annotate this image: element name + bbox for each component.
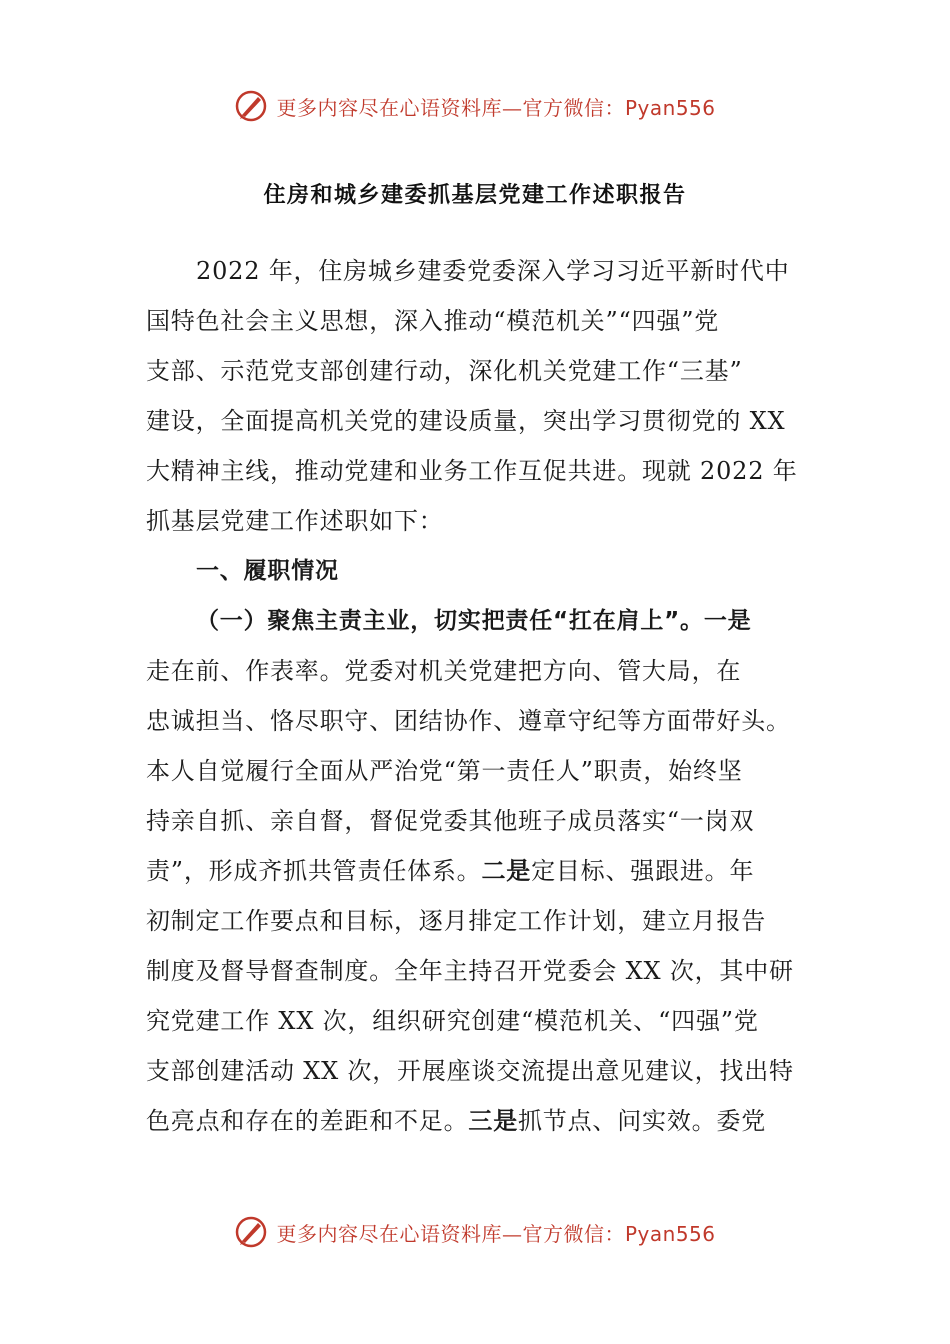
paragraph-line [146, 1096, 806, 1146]
item-prefix: 色亮点和存在的差距和不足。 [146, 1107, 469, 1135]
item-text: 定目标、强跟进。年 [531, 857, 755, 885]
section-heading: 一、履职情况 [196, 558, 339, 584]
paragraph-line: 建设，全面提高机关党的建设质量，突出学习贯彻党的 XX [146, 407, 786, 435]
watermark-footer [0, 1210, 950, 1254]
paragraph-line: 初制定工作要点和目标，逐月排定工作计划，建立月报告 [146, 907, 766, 935]
paragraph-line: 制度及督导督查制度。全年主持召开党委会 XX 次，其中研 [146, 957, 794, 985]
watermark-header [0, 84, 950, 128]
item-text: 抓节点、问实效。委党 [518, 1107, 767, 1135]
item-text: 走在前、作表率。党委对机关党建把方向、管大局，在 [146, 657, 742, 685]
paragraph-line: 支部创建活动 XX 次，开展座谈交流提出意见建议，找出特 [146, 1057, 794, 1085]
paragraph-line: 2022 年，住房城乡建委党委深入学习习近平新时代中 [196, 257, 790, 285]
quill-logo-icon [234, 89, 268, 123]
item-label: 三是 [468, 1107, 519, 1135]
paragraph-line: 抓基层党建工作述职如下： [146, 507, 444, 535]
watermark-text: 更多内容尽在心语资料库—官方微信：Pyan556 [276, 1221, 716, 1246]
watermark-wechat-id: Pyan556 [624, 95, 716, 120]
item-prefix: 责”，形成齐抓共管责任体系。 [146, 857, 482, 885]
watermark-text: 更多内容尽在心语资料库—官方微信：Pyan556 [276, 95, 716, 120]
document-title: 住房和城乡建委抓基层党建工作述职报告 [263, 183, 687, 208]
quill-logo-icon [234, 1215, 268, 1249]
paragraph-line [146, 646, 806, 696]
paragraph-line: 忠诚担当、恪尽职守、团结协作、遵章守纪等方面带好头。 [146, 707, 791, 735]
document-body [146, 246, 806, 1146]
paragraph-line: 大精神主线，推动党建和业务工作互促共进。现就 2022 年 [146, 457, 798, 485]
paragraph-line: 本人自觉履行全面从严治党“第一责任人”职责，始终坚 [146, 757, 743, 785]
paragraph-line: 支部、示范党支部创建行动，深化机关党建工作“三基” [146, 357, 743, 385]
paragraph-line: 持亲自抓、亲自督，督促党委其他班子成员落实“一岗双 [146, 807, 755, 835]
paragraph-line: 国特色社会主义思想，深入推动“模范机关”“四强”党 [146, 307, 720, 335]
subsection-heading [146, 596, 806, 646]
paragraph-line: 究党建工作 XX 次，组织研究创建“模范机关、“四强”党 [146, 1007, 759, 1035]
item-label: 一是 [703, 608, 752, 634]
item-label: 二是 [481, 857, 532, 885]
paragraph-line [146, 846, 806, 896]
watermark-wechat-id: Pyan556 [624, 1221, 716, 1246]
subsection-title: （一）聚焦主责主业，切实把责任“扛在肩上”。 [196, 608, 704, 634]
